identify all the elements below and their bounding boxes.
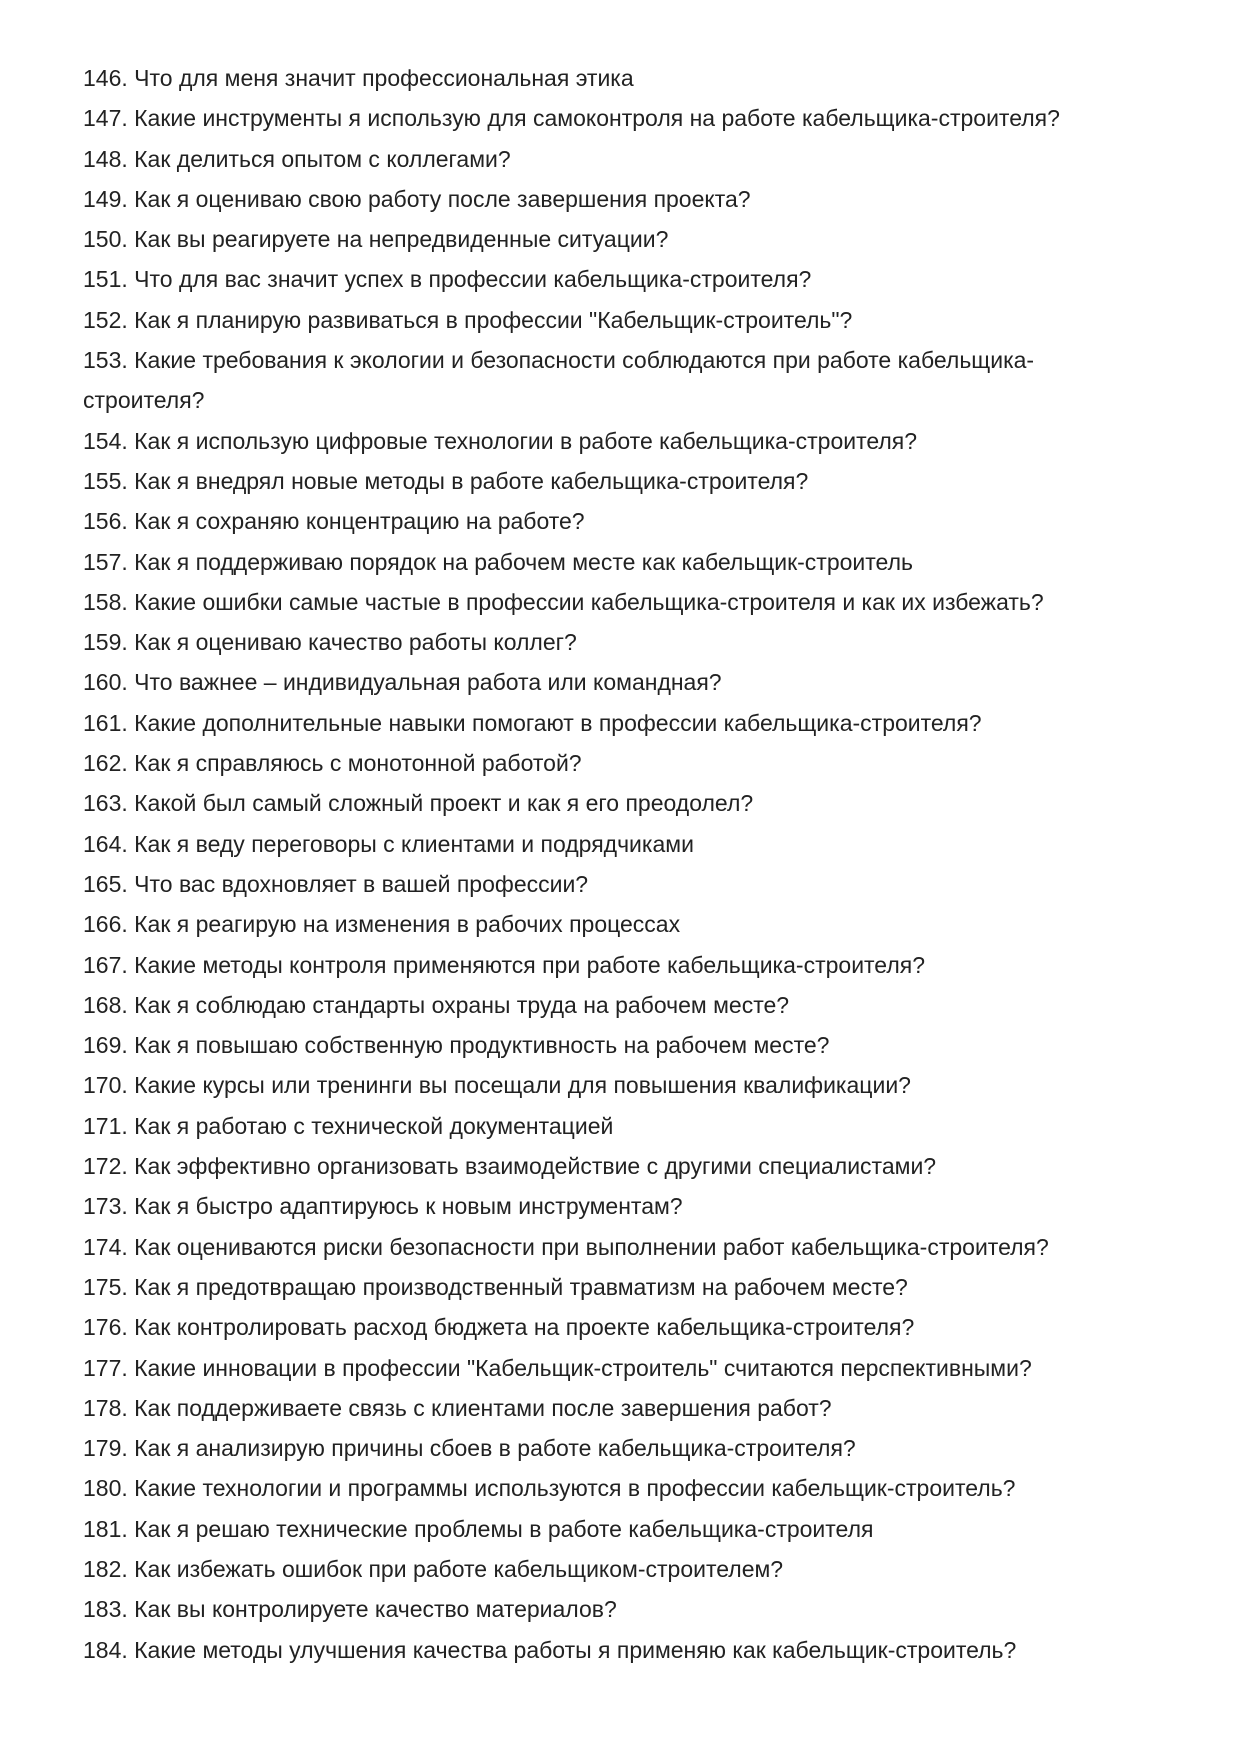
item-number: 153. xyxy=(83,347,128,374)
list-item xyxy=(83,824,1060,864)
item-number: 160. xyxy=(83,669,128,696)
list-item xyxy=(83,300,1060,340)
item-text: Какой был самый сложный проект и как я его преодолел? xyxy=(134,790,754,817)
item-number: 149. xyxy=(83,185,128,212)
list-item xyxy=(83,340,1060,380)
item-number: 147. xyxy=(83,105,128,132)
list-item xyxy=(83,1428,1060,1468)
list-item xyxy=(83,58,1060,98)
list-item xyxy=(83,259,1060,299)
item-number: 165. xyxy=(83,870,128,897)
list-item xyxy=(83,904,1060,944)
list-item xyxy=(83,1589,1060,1629)
list-item xyxy=(83,421,1060,461)
list-item xyxy=(83,985,1060,1025)
list-item xyxy=(83,1267,1060,1307)
list-item xyxy=(83,703,1060,743)
item-text: Как я справляюсь с монотонной работой? xyxy=(134,750,582,777)
item-text: Какие инструменты я использую для самоконтроля на работе кабельщика-строителя? xyxy=(134,105,1060,132)
item-number: 152. xyxy=(83,306,128,333)
list-item xyxy=(83,461,1060,501)
item-text: Как контролировать расход бюджета на проекте кабельщика-строителя? xyxy=(134,1314,915,1341)
item-number: 148. xyxy=(83,145,128,172)
list-item xyxy=(83,1509,1060,1549)
item-number: 175. xyxy=(83,1273,128,1300)
item-number: 163. xyxy=(83,790,128,817)
item-text: Что важнее – индивидуальная работа или командная? xyxy=(134,669,722,696)
list-item xyxy=(83,1388,1060,1428)
list-item xyxy=(83,1307,1060,1347)
item-text: Как я планирую развиваться в профессии "Кабельщик-строитель"? xyxy=(134,306,853,333)
item-text: Какие дополнительные навыки помогают в профессии кабельщика-строителя? xyxy=(134,709,982,736)
list-item xyxy=(83,1348,1060,1388)
item-text: Какие требования к экологии и безопасности соблюдаются при работе кабельщика- xyxy=(134,347,1035,374)
list-item xyxy=(83,501,1060,541)
list-item xyxy=(83,945,1060,985)
item-number: 150. xyxy=(83,226,128,253)
item-text: Какие методы улучшения качества работы я применяю как кабельщик-строитель? xyxy=(134,1636,1017,1663)
item-number: 159. xyxy=(83,629,128,656)
list-item xyxy=(83,219,1060,259)
item-number: 162. xyxy=(83,750,128,777)
item-text: Как я повышаю собственную продуктивность на рабочем месте? xyxy=(134,1032,830,1059)
item-text: Какие инновации в профессии "Кабельщик-строитель" считаются перспективными? xyxy=(134,1354,1032,1381)
item-number: 161. xyxy=(83,709,128,736)
item-text: Какие курсы или тренинги вы посещали для повышения квалификации? xyxy=(134,1072,911,1099)
item-text: Как я оцениваю свою работу после завершения проекта? xyxy=(134,185,751,212)
list-item xyxy=(83,542,1060,582)
item-number: 173. xyxy=(83,1193,128,1220)
list-item xyxy=(83,1146,1060,1186)
item-number: 155. xyxy=(83,467,128,494)
list-item xyxy=(83,662,1060,702)
item-number: 157. xyxy=(83,548,128,575)
item-number: 177. xyxy=(83,1354,128,1381)
item-number: 183. xyxy=(83,1596,128,1623)
item-text: Как я веду переговоры с клиентами и подрядчиками xyxy=(134,830,694,857)
item-number: 168. xyxy=(83,991,128,1018)
item-number: 166. xyxy=(83,911,128,938)
item-text: Как эффективно организовать взаимодействие с другими специалистами? xyxy=(134,1153,937,1180)
list-item xyxy=(83,1106,1060,1146)
item-text: Как я внедрял новые методы в работе кабельщика-строителя? xyxy=(134,467,809,494)
item-text: Как я поддерживаю порядок на рабочем месте как кабельщик-строитель xyxy=(134,548,913,575)
item-text: Какие ошибки самые частые в профессии кабельщика-строителя и как их избежать? xyxy=(134,588,1044,615)
item-text: Как я предотвращаю производственный травматизм на рабочем месте? xyxy=(134,1273,908,1300)
list-item xyxy=(83,783,1060,823)
item-text: Как я решаю технические проблемы в работе кабельщика-строителя xyxy=(134,1515,874,1542)
item-number: 154. xyxy=(83,427,128,454)
item-text: Как я быстро адаптируюсь к новым инструментам? xyxy=(134,1193,683,1220)
list-item xyxy=(83,139,1060,179)
item-text: Какие технологии и программы используются в профессии кабельщик-строитель? xyxy=(134,1475,1016,1502)
item-number: 180. xyxy=(83,1475,128,1502)
item-number: 174. xyxy=(83,1233,128,1260)
item-number: 179. xyxy=(83,1435,128,1462)
item-number: 172. xyxy=(83,1153,128,1180)
list-item-continuation: строителя? xyxy=(83,387,205,414)
item-text: Как я работаю с технической документацией xyxy=(134,1112,614,1139)
item-text: Как избежать ошибок при работе кабельщиком-строителем? xyxy=(134,1555,784,1582)
item-text: Что для меня значит профессиональная этика xyxy=(134,65,634,91)
item-text: Что для вас значит успех в профессии кабельщика-строителя? xyxy=(134,266,812,293)
item-number: 184. xyxy=(83,1636,128,1663)
item-text: Что вас вдохновляет в вашей профессии? xyxy=(134,870,589,897)
item-number: 156. xyxy=(83,508,128,535)
item-text: Как я сохраняю концентрацию на работе? xyxy=(134,508,585,535)
list-item xyxy=(83,1227,1060,1267)
item-text: Как я реагирую на изменения в рабочих процессах xyxy=(134,911,681,938)
question-list xyxy=(83,58,1060,1670)
item-text: Как поддерживаете связь с клиентами после завершения работ? xyxy=(134,1394,832,1421)
item-text: Как вы контролируете качество материалов? xyxy=(134,1596,617,1623)
item-number: 151. xyxy=(83,266,128,293)
list-item xyxy=(83,1630,1060,1670)
list-item xyxy=(83,622,1060,662)
item-number: 169. xyxy=(83,1032,128,1059)
item-text: Как я анализирую причины сбоев в работе кабельщика-строителя? xyxy=(134,1435,856,1462)
item-text: Какие методы контроля применяются при работе кабельщика-строителя? xyxy=(134,951,926,978)
item-number: 182. xyxy=(83,1555,128,1582)
list-item xyxy=(83,1468,1060,1508)
item-text: Как я соблюдаю стандарты охраны труда на рабочем месте? xyxy=(134,991,790,1018)
item-number: 176. xyxy=(83,1314,128,1341)
item-number: 178. xyxy=(83,1394,128,1421)
list-item xyxy=(83,1025,1060,1065)
item-text: Как вы реагируете на непредвиденные ситуации? xyxy=(134,226,669,253)
list-item xyxy=(83,1065,1060,1105)
item-text: Как оцениваются риски безопасности при выполнении работ кабельщика-строителя? xyxy=(134,1233,1049,1260)
list-item xyxy=(83,743,1060,783)
item-text: Как делиться опытом с коллегами? xyxy=(134,145,511,172)
list-item xyxy=(83,1549,1060,1589)
item-number: 158. xyxy=(83,588,128,615)
list-item xyxy=(83,179,1060,219)
list-item xyxy=(83,1186,1060,1226)
list-item xyxy=(83,98,1060,138)
item-text: Как я использую цифровые технологии в работе кабельщика-строителя? xyxy=(134,427,918,454)
item-number: 171. xyxy=(83,1112,128,1139)
item-text: Как я оцениваю качество работы коллег? xyxy=(134,629,577,656)
item-number: 167. xyxy=(83,951,128,978)
item-number: 146. xyxy=(83,65,128,91)
item-number: 181. xyxy=(83,1515,128,1542)
item-number: 164. xyxy=(83,830,128,857)
item-number: 170. xyxy=(83,1072,128,1099)
list-item xyxy=(83,864,1060,904)
list-item xyxy=(83,582,1060,622)
